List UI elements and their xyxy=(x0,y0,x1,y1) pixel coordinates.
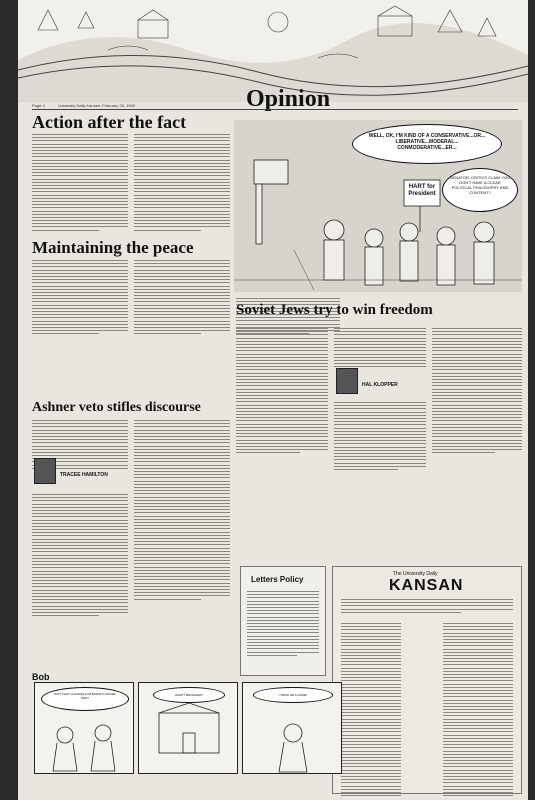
headline-veto: Ashner veto stifles discourse xyxy=(32,400,201,415)
kansan-name: KANSAN xyxy=(389,577,464,594)
comic-bubble-1: ISN'T THAT CHANCELLOR BUDIG'S HOUSE, KEN? xyxy=(41,687,129,711)
byline-veto: TRACEE HAMILTON xyxy=(60,472,108,478)
article-peace-col1 xyxy=(32,260,128,337)
kansan-name-small: The University Daily xyxy=(393,571,438,577)
headline-soviet: Soviet Jews try to win freedom xyxy=(236,302,433,318)
byline-photo-hamilton xyxy=(34,458,56,484)
comic-panel-1 xyxy=(34,682,134,774)
kansan-staff-col2 xyxy=(443,623,513,798)
letters-policy-box xyxy=(240,566,326,676)
page-number: Page 4 xyxy=(32,103,45,108)
comic-panel-3 xyxy=(242,682,342,774)
paper-date: University Daily Kansan, February 28, 1983 xyxy=(57,103,135,108)
comic-strip-bob xyxy=(32,672,344,794)
article-peace-col2 xyxy=(134,260,230,337)
section-title: Opinion xyxy=(246,86,331,112)
cartoon-campaign-sign: HART for President xyxy=(408,184,436,197)
kansan-staff-col1 xyxy=(341,623,401,798)
comic-title: Bob xyxy=(32,672,50,682)
kansan-info-text xyxy=(341,599,513,615)
byline-soviet: HAL KLOPPER xyxy=(362,382,398,388)
article-soviet-col2 xyxy=(334,328,426,369)
article-soviet-col2b xyxy=(334,402,426,472)
comic-bubble-2: WHAT? BRODGER? xyxy=(153,687,225,703)
comic-panel-2 xyxy=(138,682,238,774)
article-veto-col1b xyxy=(32,494,128,618)
cartoon-reporter-bubble: SENATOR, CRITICS CLAIM YOU DON'T HAVE A CLEAR POLITICAL PHILOSOPHY AND CONTENT? xyxy=(442,168,518,212)
article-soviet-col3 xyxy=(432,328,522,456)
page-info-line xyxy=(32,103,518,110)
byline-photo-klopper xyxy=(336,368,358,394)
headline-peace: Maintaining the peace xyxy=(32,238,194,257)
letters-policy-title: Letters Policy xyxy=(251,575,304,584)
newspaper-page xyxy=(18,0,528,800)
comic-bubble-3: I THINK HE'S HOME. xyxy=(253,687,333,703)
article-action-col1 xyxy=(32,134,128,233)
headline-action: Action after the fact xyxy=(32,112,187,132)
editorial-cartoon xyxy=(234,120,522,292)
kansan-staff-box xyxy=(332,566,522,794)
cartoon-speech-bubble: WELL, OK, I'M KIND OF A CONSERVATIVE...OR... LIBERATIVE...MODERAL... CONMODERATIVE...ER... xyxy=(352,124,502,164)
letters-policy-text xyxy=(247,591,319,658)
article-action-col2 xyxy=(134,134,230,233)
article-veto-col2 xyxy=(134,420,230,602)
article-soviet-col1 xyxy=(236,328,328,456)
